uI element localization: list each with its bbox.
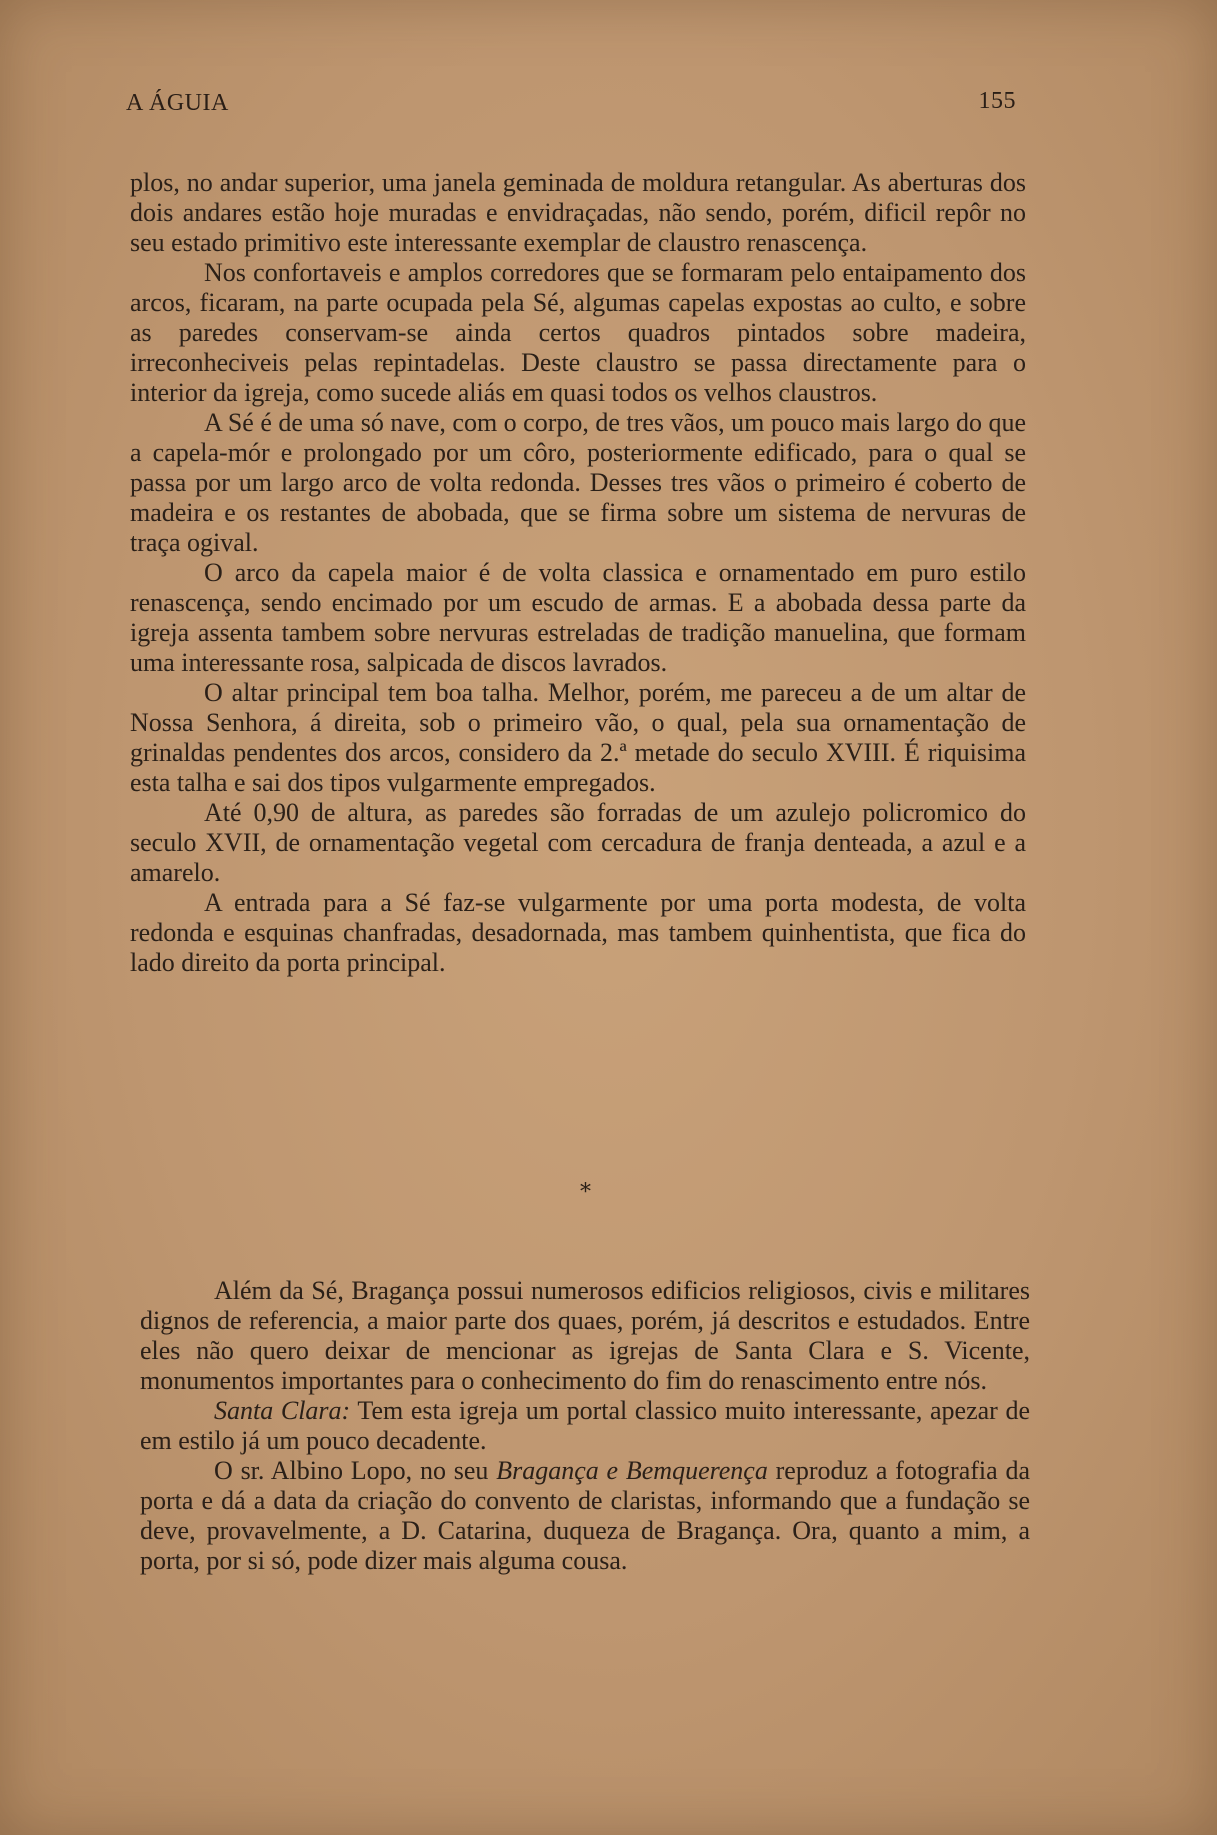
section-other-buildings	[140, 1276, 1030, 1576]
paragraph-nave: A Sé é de uma só nave, com o corpo, de tres vãos, um pouco mais largo do que a capela-mór e prolongado por um côro, posteriormente edificado, para o qual se passa por um largo arco de volta redonda. Desses tres vãos o primeiro é coberto de madeira e os restantes de abobada, que se firma sobre um sistema de nervuras de traça ogival.	[130, 408, 1026, 557]
paragraph-altar: O altar principal tem boa talha. Melhor, porém, me pareceu a de um altar de Nossa Senhora, á direita, sob o primeiro vão, o qual, pela sua ornamentação de grinaldas pendentes dos arcos, considero da 2.ª metade do seculo XVIII. É riquisima esta talha e sai dos tipos vulgarmente empregados.	[130, 678, 1026, 797]
santa-clara-text: Tem esta igreja um portal classico muito interessante, apezar de em estilo já um pouco decadente.	[140, 1396, 1030, 1455]
albino-lopo-text-rest: reproduz a fotografia da porta e dá a data da criação do convento de claristas, informando que a fundação se deve, provavelmente, a D. Catarina, duqueza de Bragança. Ora, quanto a mim, a porta, por si só, pode dizer mais alguma cousa.	[140, 1456, 1030, 1575]
albino-lopo-text-start: O sr. Albino Lopo, no seu	[214, 1456, 497, 1485]
section-se-description	[130, 168, 1026, 978]
book-title: Bragança e Bemquerença	[496, 1456, 768, 1485]
journal-title: A ÁGUIA	[126, 90, 229, 116]
paragraph-entrada: A entrada para a Sé faz-se vulgarmente por uma porta modesta, de volta redonda e esquinas chanfradas, desadornada, mas tambem quinhentista, que fica do lado direito da porta principal.	[130, 888, 1026, 977]
paragraph-santa-clara	[140, 1396, 1030, 1456]
paragraph-claustro: plos, no andar superior, uma janela geminada de moldura retangular. As aberturas dos dois andares estão hoje muradas e envidraçadas, não sendo, porém, dificil repôr no seu estado primitivo este interessante exemplar de claustro renascença.	[130, 168, 1026, 257]
page-number: 155	[978, 88, 1016, 114]
paragraph-arco: O arco da capela maior é de volta classica e ornamentado em puro estilo renascença, sendo encimado por um escudo de armas. E a abobada dessa parte da igreja assenta tambem sobre nervuras estreladas de tradição manuelina, que formam uma interessante rosa, salpicada de discos lavrados.	[130, 558, 1026, 677]
paragraph-albino-lopo	[140, 1456, 1030, 1576]
paragraph-corredores: Nos confortaveis e amplos corredores que se formaram pelo entaipamento dos arcos, ficaram, na parte ocupada pela Sé, algumas capelas expostas ao culto, e sobre as paredes conservam-se ainda certos quadros pintados sobre madeira, irreconheciveis pelas repintadelas. Deste claustro se passa directamente para o interior da igreja, como sucede aliás em quasi todos os velhos claustros.	[130, 258, 1026, 407]
santa-clara-heading: Santa Clara:	[214, 1396, 351, 1425]
running-head	[126, 90, 1016, 122]
paragraph-azulejo: Até 0,90 de altura, as paredes são forradas de um azulejo policromico do seculo XVII, de ornamentação vegetal com cercadura de franja denteada, a azul e a amarelo.	[130, 798, 1026, 887]
paragraph-edificios: Além da Sé, Bragança possui numerosos edificios religiosos, civis e militares dignos de referencia, a maior parte dos quaes, porém, já descritos e estudados. Entre eles não quero deixar de mencionar as igrejas de Santa Clara e S. Vicente, monumentos importantes para o conhecimento do fim do renascimento entre nós.	[140, 1276, 1030, 1395]
section-separator	[0, 1180, 1217, 1205]
asterisk-glyph: *	[580, 1180, 591, 1205]
